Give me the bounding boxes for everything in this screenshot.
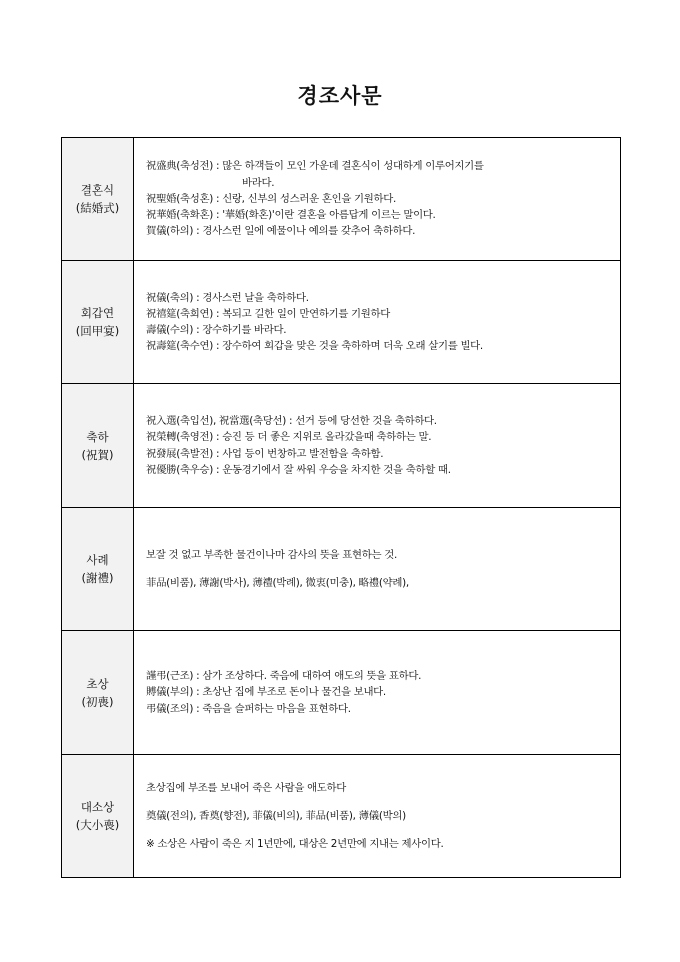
description-line: 賀儀(하의) : 경사스런 일에 예물이나 예의를 갖추어 축하하다.	[146, 225, 416, 238]
description-line: 祝發展(축발전) : 사업 등이 번창하고 발전함을 축하함.	[146, 447, 384, 460]
description-line: 祝禧筵(축희연) : 복되고 길한 일이 만연하기를 기원하다	[146, 307, 391, 320]
description-line: 祝入選(축입선), 祝當選(축당선) : 선거 등에 당선한 것을 축하하다.	[146, 415, 437, 428]
category-name: 사례	[86, 553, 109, 567]
table-row	[62, 138, 621, 261]
category-hanja: (結婚式)	[75, 201, 120, 215]
category-cell	[62, 755, 134, 878]
category-hanja: (回甲宴)	[75, 324, 120, 338]
table-row	[62, 384, 621, 508]
category-cell	[62, 261, 134, 384]
table-row	[62, 631, 621, 755]
category-name: 결혼식	[80, 183, 115, 197]
description-cell	[134, 755, 621, 878]
category-cell	[62, 508, 134, 631]
category-name: 회갑연	[80, 306, 115, 320]
category-hanja: (初喪)	[81, 694, 114, 709]
description-line: 祝盛典(축성전) : 많은 하객들이 모인 가운데 결혼식이 성대하게 이루어지기를	[146, 160, 484, 173]
ceremony-table	[61, 137, 621, 878]
description-line: 謹弔(근조) : 삼가 조상하다. 죽음에 대하여 애도의 뜻을 표하다.	[146, 670, 422, 683]
table-row	[62, 508, 621, 631]
category-cell	[62, 384, 134, 508]
category-cell	[62, 138, 134, 261]
table-row	[62, 755, 621, 878]
description-line: 弔儀(조의) : 죽음을 슬퍼하는 마음을 표현하다.	[146, 702, 351, 715]
category-name: 초상	[86, 676, 109, 691]
description-line: 壽儀(수의) : 장수하기를 바라다.	[146, 324, 287, 336]
description-cell	[134, 631, 621, 755]
description-line: 祝華婚(축화혼) : '華婚(화혼)'이란 결혼을 아름답게 이르는 말이다.	[146, 209, 436, 222]
description-cell	[134, 508, 621, 631]
document-title: 경조사문	[297, 83, 383, 108]
description-line: 바라다.	[242, 176, 275, 189]
description-cell	[134, 138, 621, 261]
description-line: 초상집에 부조를 보내어 죽은 사람을 애도하다	[146, 781, 347, 794]
category-name: 축하	[86, 429, 109, 444]
description-line: 보잘 것 없고 부족한 물건이나마 감사의 뜻을 표현하는 것.	[146, 548, 397, 561]
table-row	[62, 261, 621, 384]
description-line: 祝儀(축의) : 경사스런 날을 축하하다.	[146, 291, 309, 304]
description-line: 祝優勝(축우승) : 운동경기에서 잘 싸워 우승을 차지한 것을 축하할 때.	[146, 463, 451, 476]
category-cell	[62, 631, 134, 755]
description-line: 祝壽筵(축수연) : 장수하여 회갑을 맞은 것을 축하하며 더욱 오래 살기를 빌다.	[146, 340, 483, 353]
category-hanja: (大小喪)	[75, 818, 120, 832]
description-line: 菲品(비품), 薄謝(박사), 薄禮(박례), 微衷(미충), 略禮(약례),	[146, 577, 409, 589]
description-cell	[134, 384, 621, 508]
category-hanja: (謝禮)	[81, 571, 114, 585]
description-line: 奠儀(전의), 香奠(향전), 菲儀(비의), 菲品(비품), 薄儀(박의)	[146, 809, 406, 822]
description-line: 祝榮轉(축영전) : 승진 등 더 좋은 지위로 올라갔을때 축하하는 말.	[146, 431, 432, 444]
description-line: ※ 소상은 사람이 죽은 지 1년만에, 대상은 2년만에 지내는 제사이다.	[146, 838, 444, 851]
description-cell	[134, 261, 621, 384]
description-line: 祝聖婚(축성혼) : 신랑, 신부의 성스러운 혼인을 기원하다.	[146, 192, 397, 205]
category-hanja: (祝賀)	[81, 447, 114, 462]
category-name: 대소상	[80, 800, 115, 814]
description-line: 賻儀(부의) : 초상난 집에 부조로 돈이나 물건을 보내다.	[146, 686, 386, 699]
